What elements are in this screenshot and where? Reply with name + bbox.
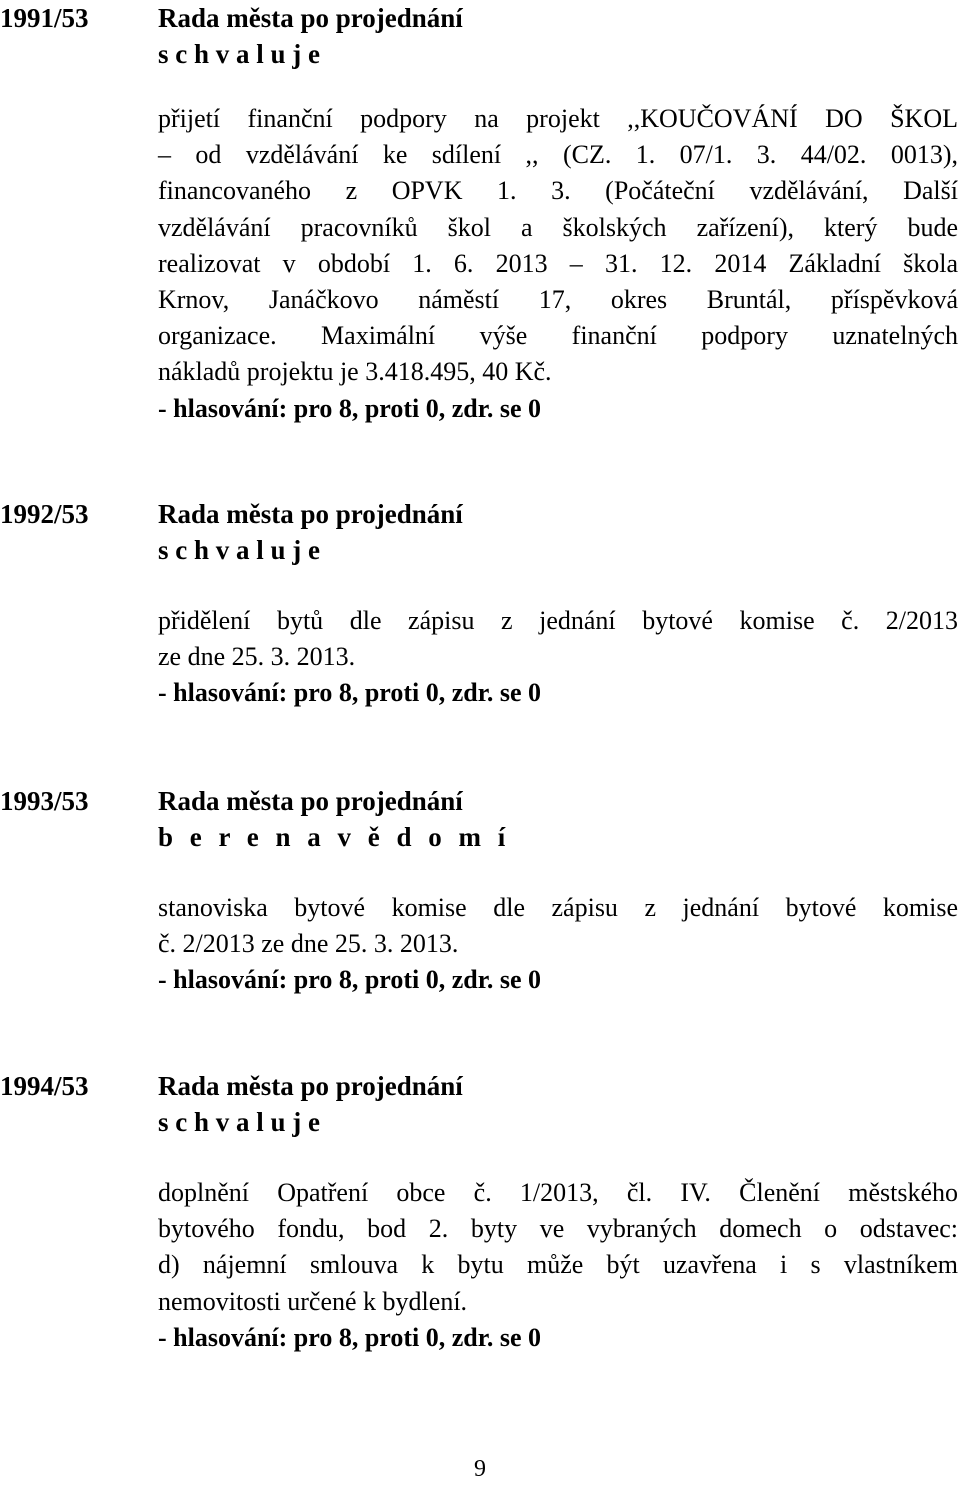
text-line: nákladů projektu je 3.418.495, 40 Kč. [158,357,552,387]
resolution-heading: Rada města po projednání [158,1071,463,1101]
resolution-text [158,603,958,712]
text-line: organizace. Maximální výše finanční podpory uznatelných [158,321,958,351]
resolution-heading: Rada města po projednání [158,786,463,816]
resolution-number: 1993/53 [0,786,89,816]
resolution-text [158,1175,958,1356]
text-line: přijetí finanční podpory na projekt ,,KOUČOVÁNÍ DO ŠKOL [158,104,958,133]
page-number: 9 [474,1456,486,1482]
text-line: d) nájemní smlouva k bytu může být uzavřena i s vlastníkem [158,1250,958,1280]
resolution-number: 1994/53 [0,1071,89,1101]
text-line: č. 2/2013 ze dne 25. 3. 2013. [158,929,459,959]
text-line: Krnov, Janáčkovo náměstí 17, okres Bruntál, příspěvková [158,284,958,314]
text-line: vzdělávání pracovníků škol a školských zařízení), který bude [158,212,958,242]
resolution-heading: Rada města po projednání [158,3,463,33]
text-line: realizovat v období 1. 6. 2013 – 31. 12. 2014 Základní škola [158,248,958,278]
resolution-number: 1992/53 [0,499,89,529]
text-line: bytového fondu, bod 2. byty ve vybraných domech o odstavec: [158,1214,958,1244]
text-line: nemovitosti určené k bydlení. [158,1286,468,1316]
text-line: stanoviska bytové komise dle zápisu z jednání bytové komise [158,893,958,922]
text-line: doplnění Opatření obce č. 1/2013, čl. IV. Členění městského [158,1178,958,1207]
resolution-verb: b e r e n a v ě d o m í [158,822,506,852]
resolution-verb: s c h v a l u j e [158,1107,320,1137]
text-line: financovaného z OPVK 1. 3. (Počáteční vzdělávání, Další [158,176,958,206]
resolution-verb: s c h v a l u j e [158,39,320,69]
resolution-heading: Rada města po projednání [158,499,463,529]
text-line: ze dne 25. 3. 2013. [158,642,356,672]
vote-result: - hlasování: pro 8, proti 0, zdr. se 0 [158,965,542,995]
resolution-verb: s c h v a l u j e [158,535,320,565]
text-line: – od vzdělávání ke sdílení ,, (CZ. 1. 07/1. 3. 44/02. 0013), [158,140,958,170]
resolution-number: 1991/53 [0,3,89,33]
resolution-text [158,890,958,999]
vote-result: - hlasování: pro 8, proti 0, zdr. se 0 [158,393,542,423]
vote-result: - hlasování: pro 8, proti 0, zdr. se 0 [158,678,542,708]
resolution-text [158,101,958,427]
text-line: přidělení bytů dle zápisu z jednání bytové komise č. 2/2013 [158,606,958,635]
vote-result: - hlasování: pro 8, proti 0, zdr. se 0 [158,1322,542,1352]
